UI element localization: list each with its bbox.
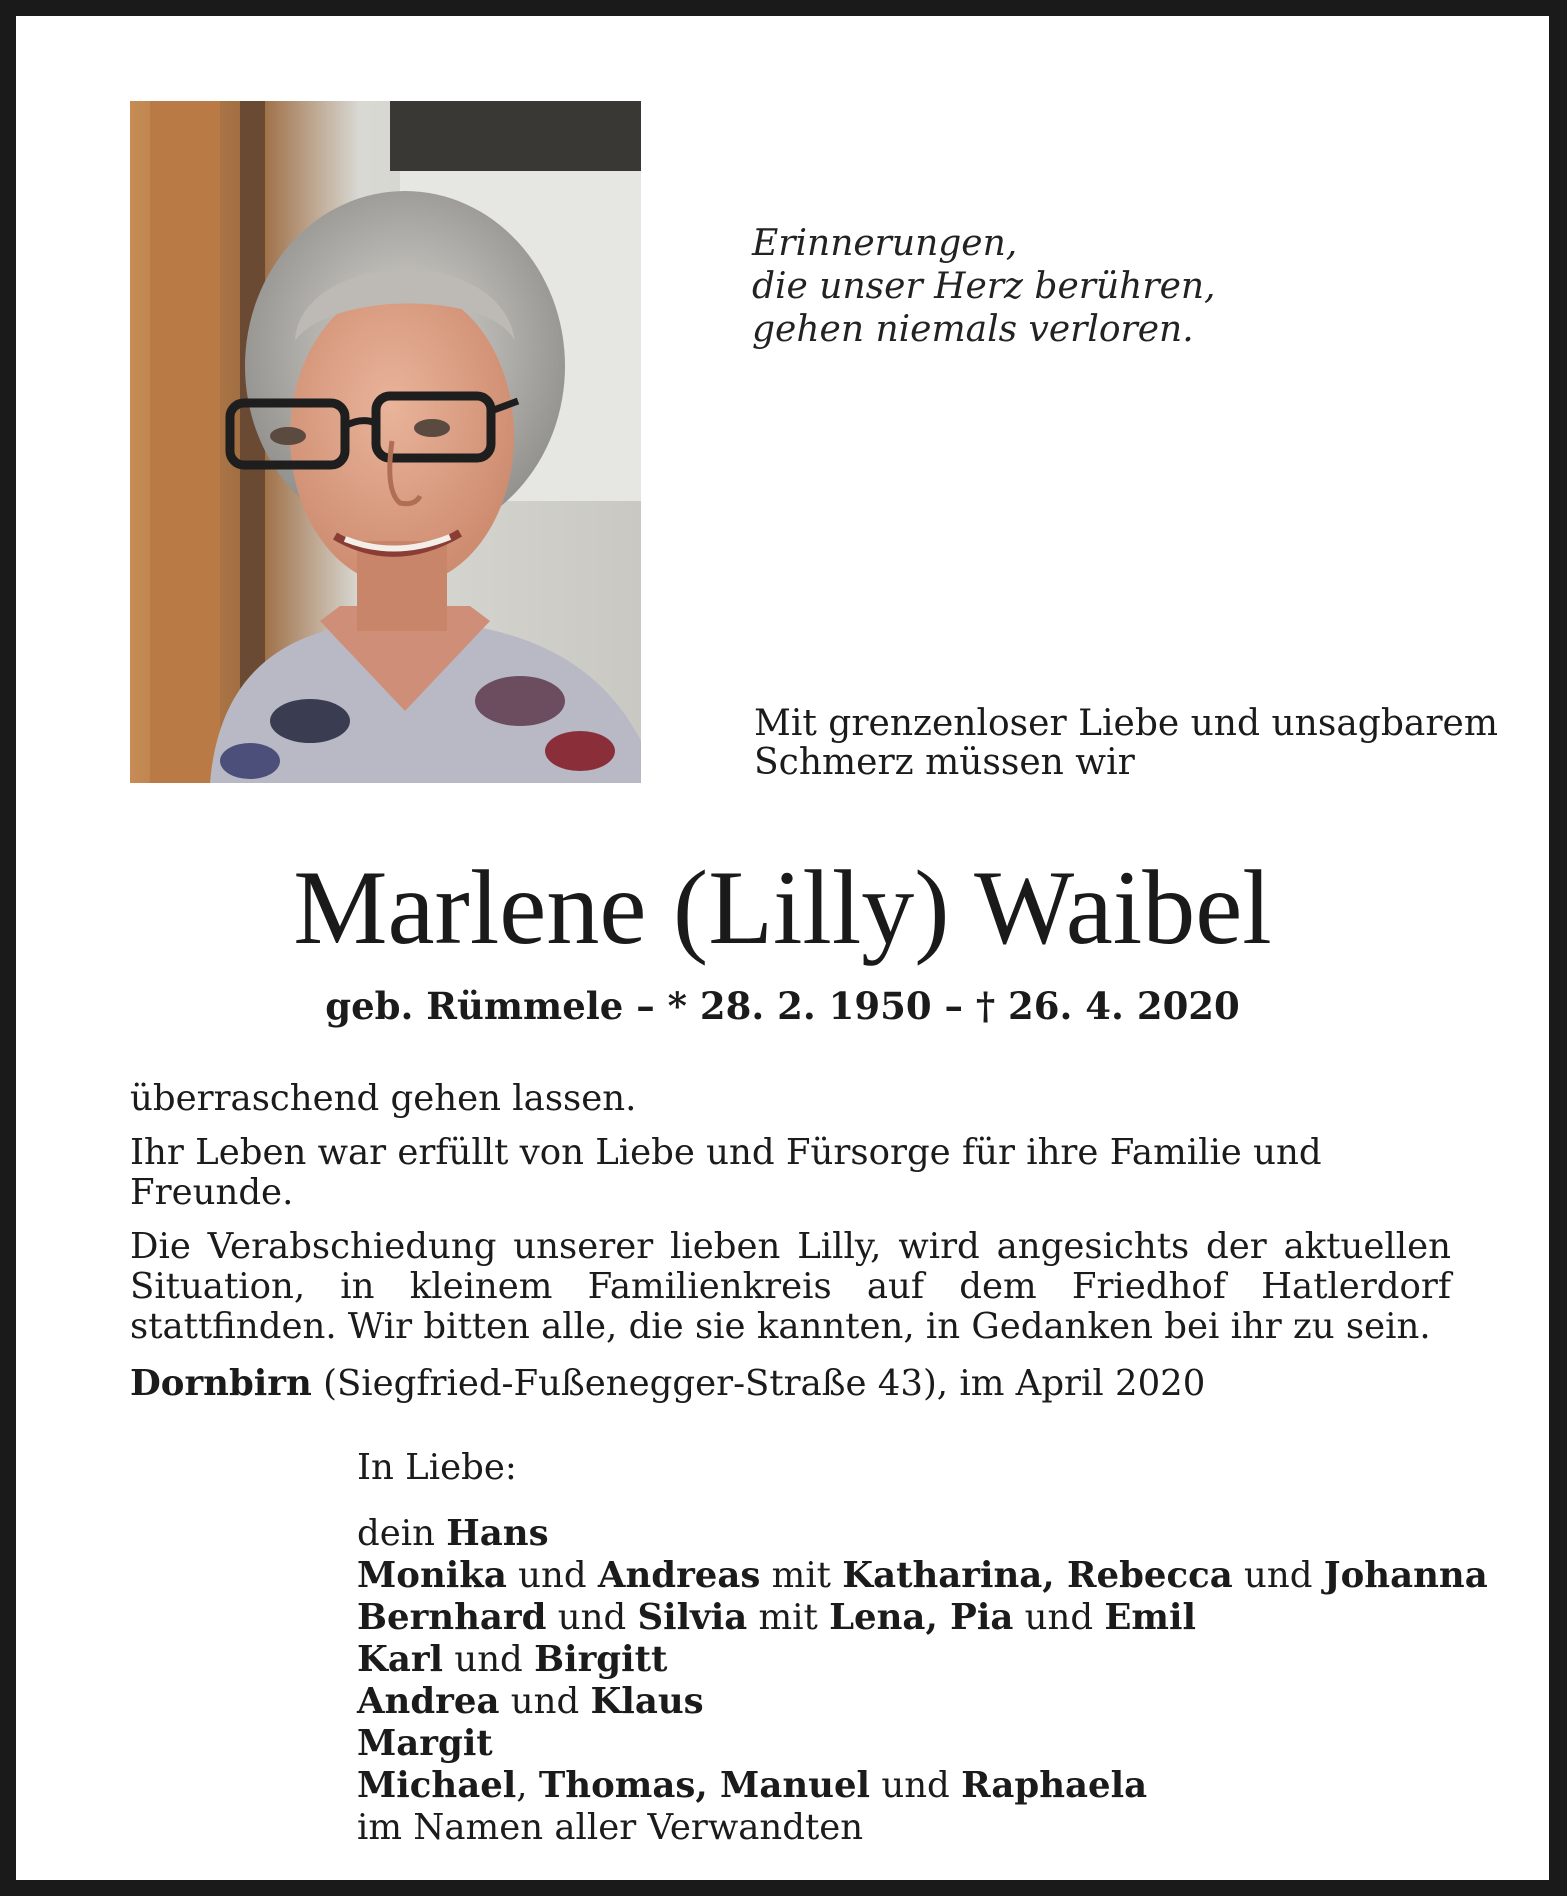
mourner-name: Karl xyxy=(357,1639,444,1680)
body-line: Ihr Leben war erfüllt von Liebe und Fürsorge für ihre Familie und Freunde. xyxy=(130,1132,1322,1213)
mourner-name: Andrea xyxy=(357,1681,500,1722)
mourner-connector: und xyxy=(506,1555,598,1596)
mourner-name: Silvia xyxy=(637,1597,748,1638)
intro-line: Mit grenzenloser Liebe und unsagbarem xyxy=(754,703,1498,744)
mourner-connector: und xyxy=(870,1765,962,1806)
mourner-connector: im Namen aller Verwandten xyxy=(357,1807,864,1848)
mourner-line xyxy=(357,1723,1488,1765)
mourner-name: Birgitt xyxy=(534,1639,668,1680)
mourner-name: Monika xyxy=(357,1555,507,1596)
mourner-name: Thomas, Manuel xyxy=(538,1765,871,1806)
place-and-date xyxy=(130,1363,1205,1405)
mourners-list xyxy=(357,1513,1488,1849)
mourner-connector: mit xyxy=(747,1597,830,1638)
mourner-connector: und xyxy=(499,1681,591,1722)
quote-line: Erinnerungen, xyxy=(752,223,1018,264)
portrait-image xyxy=(130,101,641,783)
mourner-line xyxy=(357,1513,1488,1555)
mourner-name: Andreas xyxy=(597,1555,761,1596)
mourner-line xyxy=(357,1639,1488,1681)
quote-line: die unser Herz berühren, xyxy=(752,266,1216,307)
mourner-name: Lena, Pia xyxy=(829,1597,1014,1638)
mourner-connector: und xyxy=(546,1597,638,1638)
portrait-photo xyxy=(130,101,641,783)
mourner-connector: , xyxy=(516,1765,539,1806)
farewell-paragraph: Die Verabschiedung unserer lieben Lilly, wird angesichts der aktuellen Situation, in kleinem Familienkreis auf dem Friedhof Hatlerdorf stattfinden. Wir bitten alle, die sie kannten, in Gedanken bei ihr zu sein. xyxy=(130,1226,1451,1347)
mourner-line xyxy=(357,1681,1488,1723)
mourner-connector: und xyxy=(1232,1555,1324,1596)
place-city: Dornbirn xyxy=(130,1363,312,1404)
birth-death-dates: geb. Rümmele – * 28. 2. 1950 – † 26. 4. 2020 xyxy=(325,984,1240,1028)
intro-text xyxy=(754,704,1498,782)
mourner-line xyxy=(357,1555,1488,1597)
body-line: überraschend gehen lassen. xyxy=(130,1078,637,1119)
mourner-connector: und xyxy=(443,1639,535,1680)
mourner-line xyxy=(357,1597,1488,1639)
mourner-line xyxy=(357,1807,1488,1849)
mourner-name: Raphaela xyxy=(961,1765,1148,1806)
mourner-name: Michael xyxy=(357,1765,517,1806)
place-address-date: (Siegfried-Fußenegger-Straße 43), im April 2020 xyxy=(311,1363,1206,1404)
mourner-name: Katharina, Rebecca xyxy=(842,1555,1233,1596)
mourner-name: Hans xyxy=(446,1513,549,1554)
mourner-name: Johanna xyxy=(1323,1555,1488,1596)
quote-line: gehen niemals verloren. xyxy=(752,309,1194,350)
mourner-line xyxy=(357,1765,1488,1807)
mourner-name: Bernhard xyxy=(357,1597,547,1638)
obituary-page xyxy=(16,16,1549,1880)
mourner-name: Margit xyxy=(357,1723,493,1764)
mourner-name: Emil xyxy=(1104,1597,1196,1638)
body-text xyxy=(130,1079,1451,1347)
mourner-connector: und xyxy=(1013,1597,1105,1638)
memorial-quote xyxy=(752,222,1216,351)
in-love-heading: In Liebe: xyxy=(357,1447,517,1488)
intro-line: Schmerz müssen wir xyxy=(754,742,1135,783)
mourner-connector: dein xyxy=(357,1513,447,1554)
deceased-name: Marlene (Lilly) Waibel xyxy=(293,849,1272,966)
mourner-connector: mit xyxy=(760,1555,843,1596)
mourner-name: Klaus xyxy=(590,1681,704,1722)
